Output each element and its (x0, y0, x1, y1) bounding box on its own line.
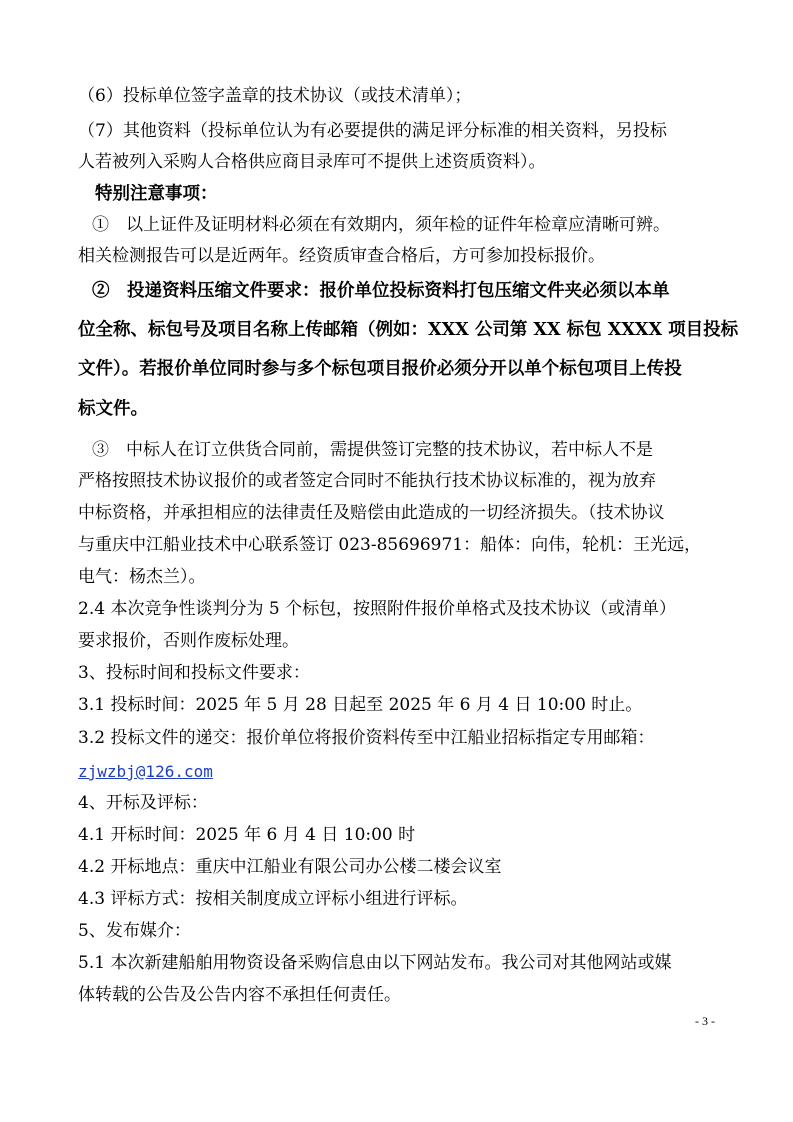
text-line: 4.1 开标时间：2025 年 6 月 4 日 10:00 时 (78, 825, 416, 845)
text-line: 4.2 开标地点：重庆中江船业有限公司办公楼二楼会议室 (78, 857, 502, 877)
text-line: （7）其他资料（投标单位认为有必要提供的满足评分标准的相关资料，另投标 (78, 121, 667, 141)
text-line: 5.1 本次新建船舶用物资设备采购信息由以下网站发布。我公司对其他网站或媒 (78, 953, 672, 973)
text-line: 严格按照技术协议报价的或者签定合同时不能执行技术协议标准的，视为放弃 (78, 471, 656, 491)
section-heading: 特别注意事项： (95, 184, 218, 204)
text-line: 4、开标及评标： (78, 793, 208, 813)
text-line-bold: 位全称、标包号及项目名称上传邮箱（例如：XXX 公司第 XX 标包 XXXX 项目投标 (78, 320, 739, 340)
text-line: 4.3 评标方式：按相关制度成立评标小组进行评标。 (78, 889, 468, 909)
text-line: 相关检测报告可以是近两年。经资质审查合格后，方可参加投标报价。 (78, 246, 605, 266)
text-line: ① 以上证件及证明材料必须在有效期内，须年检的证件年检章应清晰可辨。 (92, 215, 670, 235)
text-line: 3.2 投标文件的递交：报价单位将报价资料传至中江船业招标指定专用邮箱： (78, 728, 655, 748)
text-line: 3.1 投标时间：2025 年 5 月 28 日起至 2025 年 6 月 4 日 10:00 时止。 (78, 695, 643, 715)
text-line: 中标资格，并承担相应的法律责任及赔偿由此造成的一切经济损失。（技术协议 (78, 503, 665, 523)
text-line-bold: 文件）。若报价单位同时参与多个标包项目报价必须分开以单个标包项目上传投 (78, 359, 682, 379)
page-number: - 3 - (695, 1014, 715, 1028)
text-line: ③ 中标人在订立供货合同前，需提供签订完整的技术协议，若中标人不是 (92, 440, 653, 460)
text-line: 5、发布媒介： (78, 921, 191, 941)
email-link[interactable]: zjwzbj@126.com (78, 762, 213, 781)
text-line-bold: 标文件。 (78, 399, 148, 419)
text-line: 与重庆中江船业技术中心联系签订 023-85696971：船体：向伟，轮机：王光远， (78, 535, 702, 555)
text-line: （6）投标单位签字盖章的技术协议（或技术清单）； (78, 86, 472, 106)
text-line: 2.4 本次竞争性谈判分为 5 个标包，按照附件报价单格式及技术协议（或清单） (78, 599, 677, 619)
text-line: 要求报价，否则作废标处理。 (78, 631, 299, 651)
text-line: 人若被列入采购人合格供应商目录库可不提供上述资质资料）。 (78, 152, 546, 172)
text-line-bold: ② 投递资料压缩文件要求：报价单位投标资料打包压缩文件夹必须以本单 (92, 281, 670, 301)
text-line: 体转载的公告及公告内容不承担任何责任。 (78, 985, 401, 1005)
text-line: 3、投标时间和投标文件要求： (78, 663, 310, 683)
text-line: 电气：杨杰兰）。 (78, 567, 206, 587)
